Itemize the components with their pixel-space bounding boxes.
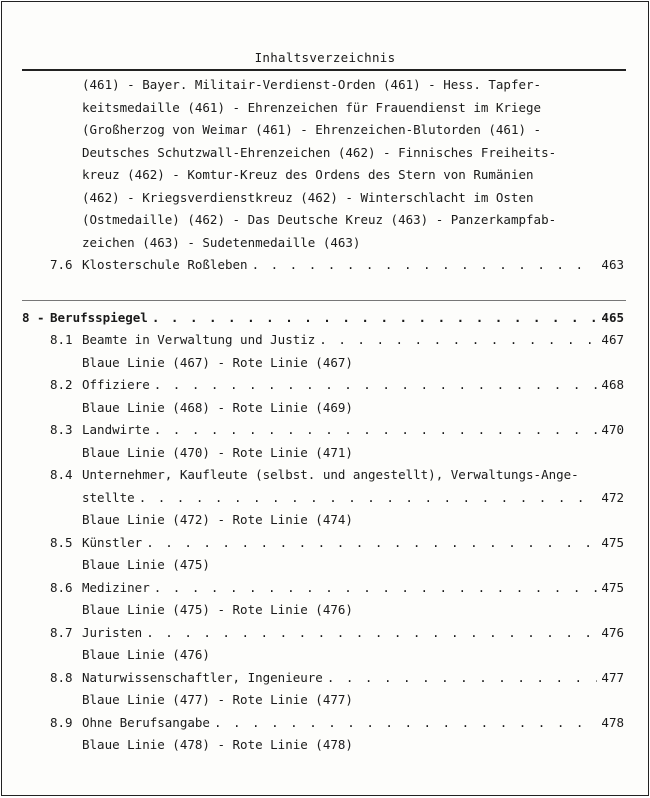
entry-number: 8.9 <box>50 714 73 730</box>
entry-title: Offiziere <box>82 377 150 392</box>
dot-leader <box>252 254 598 277</box>
dot-leader <box>154 419 598 442</box>
intro-line: (462) - Kriegsverdienstkreuz (462) - Winterschlacht im Osten <box>82 189 534 205</box>
entry-number: 8.6 <box>50 579 73 595</box>
intro-line: (461) - Bayer. Militair-Verdienst-Orden (461) - Hess. Tapfer- <box>82 77 542 92</box>
page-title: Inhaltsverzeichnis <box>254 50 396 65</box>
entry-page: 477 <box>601 669 624 685</box>
entry-title-continued: stellte <box>82 489 135 505</box>
toc-chapter-8[interactable] <box>2 307 648 330</box>
entry-detail: Blaue Linie (468) - Rote Linie (469) <box>82 399 353 415</box>
chapter-rule <box>22 300 626 301</box>
entry-title: Naturwissenschaftler, Ingenieure <box>82 669 323 685</box>
toc-entry-8-5[interactable] <box>2 532 648 555</box>
dot-leader <box>152 307 598 330</box>
entry-title: Beamte in Verwaltung und Justiz <box>82 332 316 347</box>
intro-line: Deutsches Schutzwall-Ehrenzeichen (462) - Finnisches Freiheits- <box>82 144 557 160</box>
entry-detail: Blaue Linie (476) <box>82 647 210 662</box>
entry-title: Künstler <box>82 534 143 550</box>
toc-entry-8-8[interactable] <box>2 667 648 690</box>
entry-title: Ohne Berufsangabe <box>82 714 210 730</box>
header-rule <box>22 69 626 71</box>
toc-entry-8-3[interactable] <box>2 419 648 442</box>
entry-number: 8.3 <box>50 422 73 437</box>
toc-entry-8-2[interactable] <box>2 374 648 397</box>
entry-number: 8.4 <box>50 467 73 482</box>
entry-number: 8.1 <box>50 332 73 347</box>
intro-line: (Ostmedaille) (462) - Das Deutsche Kreuz (463) - Panzerkampfab- <box>82 212 557 227</box>
entry-page: 472 <box>601 489 624 505</box>
entry-title: Landwirte <box>82 422 150 437</box>
intro-line: (Großherzog von Weimar (461) - Ehrenzeichen-Blutorden (461) - <box>82 122 542 137</box>
entry-number: 8.2 <box>50 377 73 392</box>
entry-page: 463 <box>601 257 624 272</box>
toc-content <box>2 74 648 757</box>
chapter-rule-wrap <box>2 299 648 307</box>
dot-leader <box>139 487 598 510</box>
document-page <box>1 1 649 796</box>
entry-title: Unternehmer, Kaufleute (selbst. und angestellt), Verwaltungs-Ange- <box>82 467 579 482</box>
entry-page: 467 <box>601 332 624 347</box>
entry-detail: Blaue Linie (475) <box>82 557 210 572</box>
chapter-title: Berufsspiegel <box>50 309 148 325</box>
toc-entry-8-1[interactable] <box>2 329 648 352</box>
dot-leader <box>154 577 598 600</box>
entry-detail: Blaue Linie (467) - Rote Linie (467) <box>82 354 353 370</box>
entry-number: 8.5 <box>50 534 73 550</box>
entry-page: 468 <box>601 377 624 392</box>
dot-leader <box>146 622 597 645</box>
entry-page: 470 <box>601 422 624 437</box>
toc-entry-8-9[interactable] <box>2 712 648 735</box>
entry-title: Klosterschule Roßleben <box>82 257 248 272</box>
intro-line: kreuz (462) - Komtur-Kreuz des Ordens des Stern von Rumänien <box>82 167 534 182</box>
entry-page: 475 <box>601 579 624 595</box>
entry-detail: Blaue Linie (475) - Rote Linie (476) <box>82 602 353 617</box>
entry-detail: Blaue Linie (478) - Rote Linie (478) <box>82 737 353 752</box>
chapter-page: 465 <box>601 309 624 325</box>
intro-line: zeichen (463) - Sudetenmedaille (463) <box>82 234 361 250</box>
dot-leader <box>154 374 598 397</box>
entry-number: 7.6 <box>50 257 73 272</box>
dot-leader <box>214 712 597 735</box>
entry-page: 475 <box>601 534 624 550</box>
spacer <box>2 277 648 299</box>
entry-title: Mediziner <box>82 579 150 595</box>
toc-entry-8-7[interactable] <box>2 622 648 645</box>
chapter-number: 8 - <box>22 309 45 325</box>
toc-entry-8-4-cont[interactable] <box>2 487 648 510</box>
dot-leader <box>319 329 597 352</box>
entry-detail: Blaue Linie (472) - Rote Linie (474) <box>82 512 353 527</box>
toc-entry-8-4[interactable] <box>2 464 648 487</box>
toc-entry-8-6[interactable] <box>2 577 648 600</box>
entry-number: 8.8 <box>50 669 73 685</box>
dot-leader <box>327 667 598 690</box>
dot-leader <box>146 532 597 555</box>
entry-number: 8.7 <box>50 624 73 640</box>
entry-title: Juristen <box>82 624 143 640</box>
entry-detail: Blaue Linie (470) - Rote Linie (471) <box>82 444 353 460</box>
entry-page: 478 <box>601 714 624 730</box>
intro-line: keitsmedaille (461) - Ehrenzeichen für Frauendienst im Kriege <box>82 99 542 115</box>
entry-page: 476 <box>601 624 624 640</box>
toc-entry-7-6[interactable] <box>2 254 648 277</box>
entry-detail: Blaue Linie (477) - Rote Linie (477) <box>82 692 353 707</box>
